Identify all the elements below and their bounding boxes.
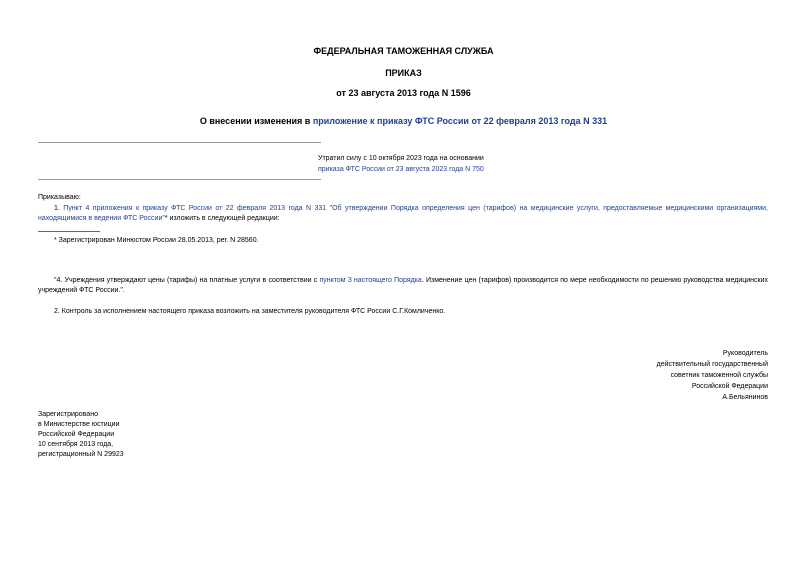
- document-title: [0, 116, 807, 126]
- footnote-divider: [38, 231, 100, 232]
- signature-line: Российской Федерации: [691, 383, 768, 390]
- signature-name: А.Бельянинов: [722, 394, 768, 401]
- registration-line: Российской Федерации: [38, 431, 115, 438]
- p1-suffix: * изложить в следующей редакции:: [164, 215, 280, 222]
- p1-link[interactable]: Пункт 4 приложения к приказу ФТС России от 22 февраля 2013 года N 331 "Об утверждении Порядка определения цен (тарифов) на медицинские услуги, предоставляемые медицинскими организациями, находящимися в ведении ФТС России": [38, 205, 768, 222]
- intro-text: Приказываю:: [38, 194, 81, 201]
- status-line: Утратил силу с 10 октября 2023 года на основании: [318, 155, 484, 162]
- status-link[interactable]: приказа ФТС России от 23 августа 2023 года N 750: [318, 166, 484, 173]
- paragraph-2: 2. Контроль за исполнением настоящего приказа возложить на заместителя руководителя ФТС России С.Г.Комличенко.: [54, 308, 446, 315]
- registration-line: Зарегистрировано: [38, 411, 98, 418]
- signature-line: Руководитель: [722, 350, 768, 357]
- quote-prefix: "4. Учреждения утверждают цены (тарифы) на платные услуги в соответствии с: [54, 277, 320, 284]
- paragraph-1: [38, 204, 768, 224]
- divider-top: [38, 142, 321, 143]
- registration-block: [38, 410, 124, 460]
- quote-link[interactable]: пунктом 3 настоящего Порядка: [319, 277, 422, 284]
- footnote: * Зарегистрирован Минюстом России 28.05.2013, рег. N 28560.: [54, 237, 259, 244]
- title-link[interactable]: приложение к приказу ФТС России от 22 февраля 2013 года N 331: [312, 116, 608, 126]
- title-prefix: О внесении изменения в: [199, 116, 313, 126]
- quoted-paragraph: [38, 276, 768, 296]
- document-type: ПРИКАЗ: [385, 68, 422, 78]
- registration-line: 10 сентября 2013 года,: [38, 441, 114, 448]
- divider-bottom: [38, 179, 321, 180]
- registration-line: регистрационный N 29923: [38, 451, 124, 458]
- document-date-number: от 23 августа 2013 года N 1596: [336, 88, 471, 98]
- status-note: [318, 153, 484, 175]
- p1-number: 1.: [54, 205, 64, 212]
- signature-line: советник таможенной службы: [670, 372, 768, 379]
- signature-line: действительный государственный: [656, 361, 768, 368]
- quote-suffix: . Изменение цен (тарифов) производится по мере необходимости по решению руководства медицинских учреждений ФТС России.".: [38, 277, 768, 294]
- signature-block: [560, 348, 768, 403]
- agency-heading: ФЕДЕРАЛЬНАЯ ТАМОЖЕННАЯ СЛУЖБА: [313, 46, 494, 56]
- registration-line: в Министерстве юстиции: [38, 421, 120, 428]
